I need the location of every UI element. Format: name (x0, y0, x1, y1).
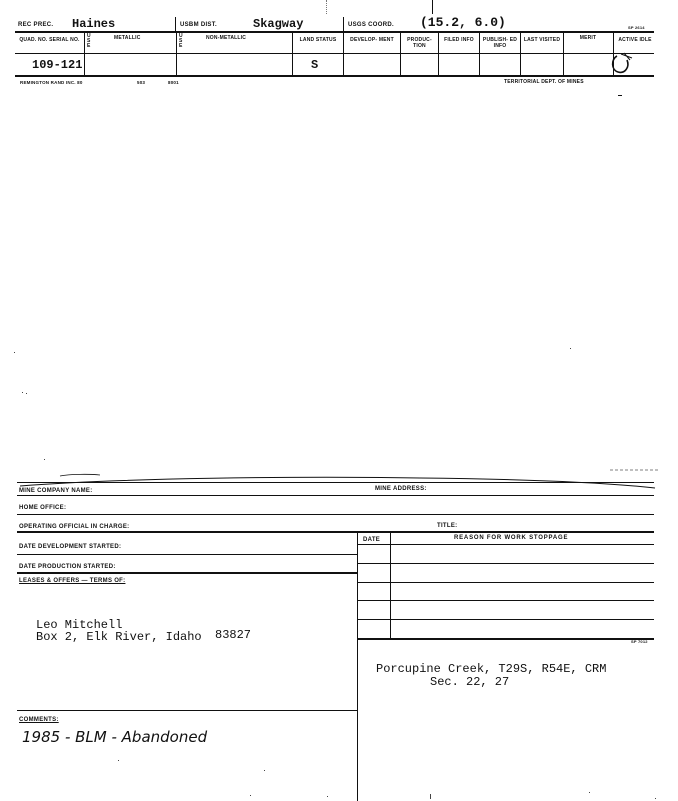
home-office-label: HOME OFFICE: (19, 505, 67, 511)
quad-serial-header (15, 37, 84, 43)
usbm-dist-value: Skagway (253, 17, 304, 31)
title-label: TITLE: (437, 523, 458, 529)
rule (357, 582, 654, 583)
last-visited-header: LAST VISITED (523, 37, 561, 43)
rule (357, 544, 654, 545)
reason-stoppage-header: REASON FOR WORK STOPPAGE (454, 535, 569, 541)
perforation-mark (326, 0, 327, 14)
date-development-started-label: DATE DEVELOPMENT STARTED: (19, 544, 122, 550)
rule (357, 563, 654, 564)
mine-address-label: MINE ADDRESS: (375, 486, 427, 492)
speck (44, 459, 45, 460)
speck (655, 798, 656, 799)
development-header: DEVELOP- MENT (350, 37, 394, 43)
mine-company-name-label: MINE COMPANY NAME: (19, 488, 93, 494)
active-idle-header: ACTIVE IDLE (618, 37, 652, 43)
territorial-dept: TERRITORIAL DEPT. OF MINES (504, 79, 584, 85)
metallic-header: METALLIC (114, 35, 141, 41)
divider (438, 31, 439, 75)
land-status-value: S (311, 58, 319, 72)
usgs-coord-label: USGS COORD. (348, 22, 394, 28)
speck (22, 392, 23, 393)
divider (175, 17, 176, 31)
rec-prec-label: REC PREC. (18, 22, 54, 28)
divider (292, 31, 293, 75)
divider (343, 17, 344, 31)
rule (17, 710, 357, 711)
published-info-header: PUBLISH- ED INFO (482, 37, 518, 49)
speck (26, 393, 27, 394)
non-metallic-header: NON-METALLIC (206, 35, 247, 41)
quad-no-label: QUAD. NO. (19, 37, 48, 43)
rule (17, 572, 357, 574)
rule (17, 514, 654, 515)
speck (264, 770, 265, 771)
rule (17, 495, 654, 496)
rule (357, 619, 654, 620)
usbm-dist-label: USBM DIST. (180, 22, 218, 28)
merit-header: MERIT (579, 35, 597, 41)
rec-prec-value: Haines (72, 17, 116, 31)
operating-official-label: OPERATING OFFICIAL IN CHARGE: (19, 524, 130, 530)
speck (589, 792, 590, 793)
filed-info-header: FILED INFO (444, 37, 474, 43)
divider (400, 31, 401, 75)
form-number: SP 7012 (631, 639, 648, 644)
handwritten-comment: 1985 - BLM - Abandoned (22, 728, 208, 746)
divider (84, 31, 85, 75)
usgs-coord-value: (15.2, 6.0) (420, 15, 506, 30)
quad-serial-value: 109-121 (32, 58, 83, 72)
divider (520, 31, 521, 75)
date-production-started-label: DATE PRODUCTION STARTED: (19, 564, 116, 570)
lessee-address: Box 2, Elk River, Idaho (36, 630, 202, 644)
rule (357, 600, 654, 601)
speck (618, 95, 622, 96)
land-status-header: LAND STATUS (299, 37, 337, 43)
printer-credit: REMINGTON RAND INC. 80 (20, 80, 83, 85)
date-column-divider (390, 531, 391, 639)
column-header-rule (15, 53, 654, 54)
speck (14, 352, 15, 353)
speck (250, 795, 251, 796)
lessee-zip: 83827 (215, 628, 252, 642)
serial-no-label: SERIAL NO. (49, 37, 80, 43)
circle-mark-icon (608, 50, 638, 76)
form-number: SP 2614 (628, 25, 645, 30)
location-line-1: Porcupine Creek, T29S, R54E, CRM (376, 662, 607, 676)
center-divider (357, 531, 358, 801)
leases-offers-label: LEASES & OFFERS — TERMS OF: (19, 578, 126, 584)
speck (570, 348, 571, 349)
card-edge-curve (0, 466, 678, 490)
date-header: DATE (363, 537, 381, 543)
lessee-name: Leo Mitchell (36, 618, 123, 632)
rule (357, 638, 654, 640)
card-bottom-rule (15, 75, 654, 77)
rule (17, 554, 357, 555)
speck (430, 794, 431, 799)
speck (118, 760, 119, 761)
header-rule (15, 31, 654, 33)
tick-mark (432, 0, 433, 14)
speck (327, 796, 328, 797)
print-code-2: 8001 (168, 80, 179, 85)
print-code-1: 503 (137, 80, 146, 85)
divider (343, 31, 344, 75)
use-code-nonmetallic: U S E (179, 33, 183, 49)
divider (479, 31, 480, 75)
use-code-metallic: U S E (87, 33, 91, 49)
production-header: PRODUC- TION (407, 37, 432, 49)
comments-label: COMMENTS: (19, 717, 59, 723)
location-line-2: Sec. 22, 27 (430, 675, 510, 689)
divider (176, 31, 177, 75)
divider (563, 31, 564, 75)
top-rule (17, 482, 654, 483)
rule (17, 531, 654, 533)
